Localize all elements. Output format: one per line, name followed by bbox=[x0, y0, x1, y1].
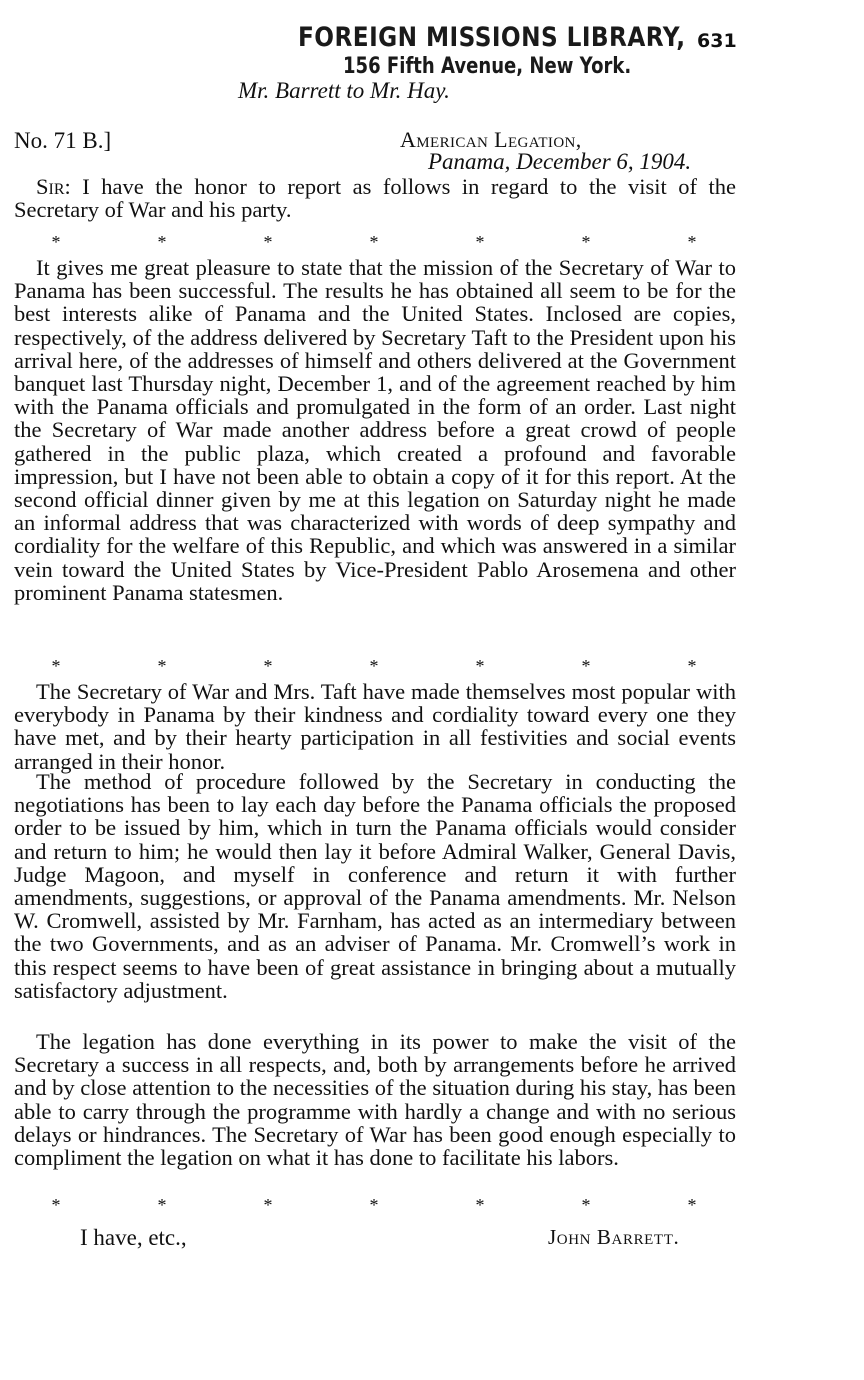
asterisk: * bbox=[369, 232, 379, 252]
asterisk: * bbox=[687, 232, 697, 252]
asterisk: * bbox=[369, 1195, 379, 1215]
paragraph-2 bbox=[14, 256, 736, 604]
asterisk-separator bbox=[46, 233, 702, 251]
paragraph-2-text: It gives me great pleasure to state that the mission of the Secretary of War to Panama has been successful. The results he has obtained all seem to be for the best interests alike of Panama and the United States. Inclosed are copies, respectively, of the address delivered by Secretary Taft to the President upon his arrival here, of the addresses of himself and others delivered at the Government banquet last Thursday night, December 1, and of the agreement reached by him with the Panama officials and promulgated in the form of an order. Last night the Secretary of War made another address before a great crowd of people gathered in the public plaza, which created a profound and favorable impression, but I have not been able to obtain a copy of it for this report. At the second official dinner given by me at this legation on Saturday night he made an informal address that was characterized with words of deep sympathy and cordiality for the welfare of this Republic, and which was answered in a similar vein toward the United States by Vice-President Pablo Arosemena and other prominent Panama statesmen. bbox=[14, 255, 736, 605]
asterisk: * bbox=[687, 1195, 697, 1215]
asterisk: * bbox=[581, 232, 591, 252]
paragraph-5-text: The legation has done everything in its power to make the visit of the Secretary a success in all respects, and, both by arrangements before he arrived and by close attention to the necessities of the situation during his stay, has been able to carry through the programme with hardly a change and with no serious delays or hindrances. The Secretary of War has been good enough especially to compliment the legation on what it has done to facilitate his labors. bbox=[14, 1029, 736, 1171]
paragraph-3-text: The Secretary of War and Mrs. Taft have made themselves most popular with everybody in Panama by their kindness and cordiality toward every one they have met, and by their hearty participation in all festivities and social events arranged in their honor. bbox=[14, 679, 736, 774]
signature: John Barrett. bbox=[548, 1225, 680, 1249]
library-stamp-line1: FOREIGN MISSIONS LIBRARY, bbox=[298, 22, 686, 53]
asterisk: * bbox=[263, 232, 273, 252]
asterisk: * bbox=[157, 232, 167, 252]
letter-heading: Mr. Barrett to Mr. Hay. bbox=[238, 78, 450, 103]
document-number: No. 71 B.] bbox=[14, 128, 112, 153]
asterisk: * bbox=[51, 656, 61, 676]
asterisk: * bbox=[157, 1195, 167, 1215]
paragraph-4 bbox=[14, 770, 736, 1002]
asterisk: * bbox=[263, 1195, 273, 1215]
asterisk: * bbox=[581, 656, 591, 676]
dateline: Panama, December 6, 1904. bbox=[428, 149, 692, 174]
closing: I have, etc., bbox=[80, 1225, 187, 1250]
asterisk: * bbox=[157, 656, 167, 676]
asterisk-separator bbox=[46, 1196, 702, 1214]
asterisk: * bbox=[687, 656, 697, 676]
asterisk: * bbox=[581, 1195, 591, 1215]
asterisk: * bbox=[263, 656, 273, 676]
asterisk: * bbox=[475, 1195, 485, 1215]
paragraph-5 bbox=[14, 1030, 736, 1169]
asterisk: * bbox=[475, 232, 485, 252]
asterisk: * bbox=[51, 1195, 61, 1215]
asterisk: * bbox=[51, 232, 61, 252]
asterisk-separator bbox=[46, 657, 702, 675]
paragraph-3 bbox=[14, 680, 736, 773]
place-line: American Legation, bbox=[400, 127, 582, 152]
asterisk: * bbox=[369, 656, 379, 676]
paragraph-4-text: The method of procedure followed by the Secretary in conducting the negotiations has been to lay each day before the Panama officials the proposed order to be issued by him, which in turn the Panama officials would consider and return to him; he would then lay it before Admiral Walker, General Davis, Judge Magoon, and myself in conference and return it with further amendments, suggestions, or approval of the Panama amendments. Mr. Nelson W. Cromwell, assisted by Mr. Farnham, has acted as an intermediary between the two Governments, and as an adviser of Panama. Mr. Cromwell’s work in this respect seems to have been of great assistance in bringing about a mutually satisfactory adjustment. bbox=[14, 769, 736, 1003]
asterisk: * bbox=[475, 656, 485, 676]
salutation: Sir bbox=[36, 174, 65, 199]
paragraph-1-text: : I have the honor to report as follows in regard to the visit of the Secretary of War and his party. bbox=[14, 174, 736, 223]
library-stamp-line2: 156 Fifth Avenue, New York. bbox=[343, 54, 632, 79]
page-number: 631 bbox=[697, 30, 737, 52]
paragraph-1 bbox=[14, 175, 736, 221]
